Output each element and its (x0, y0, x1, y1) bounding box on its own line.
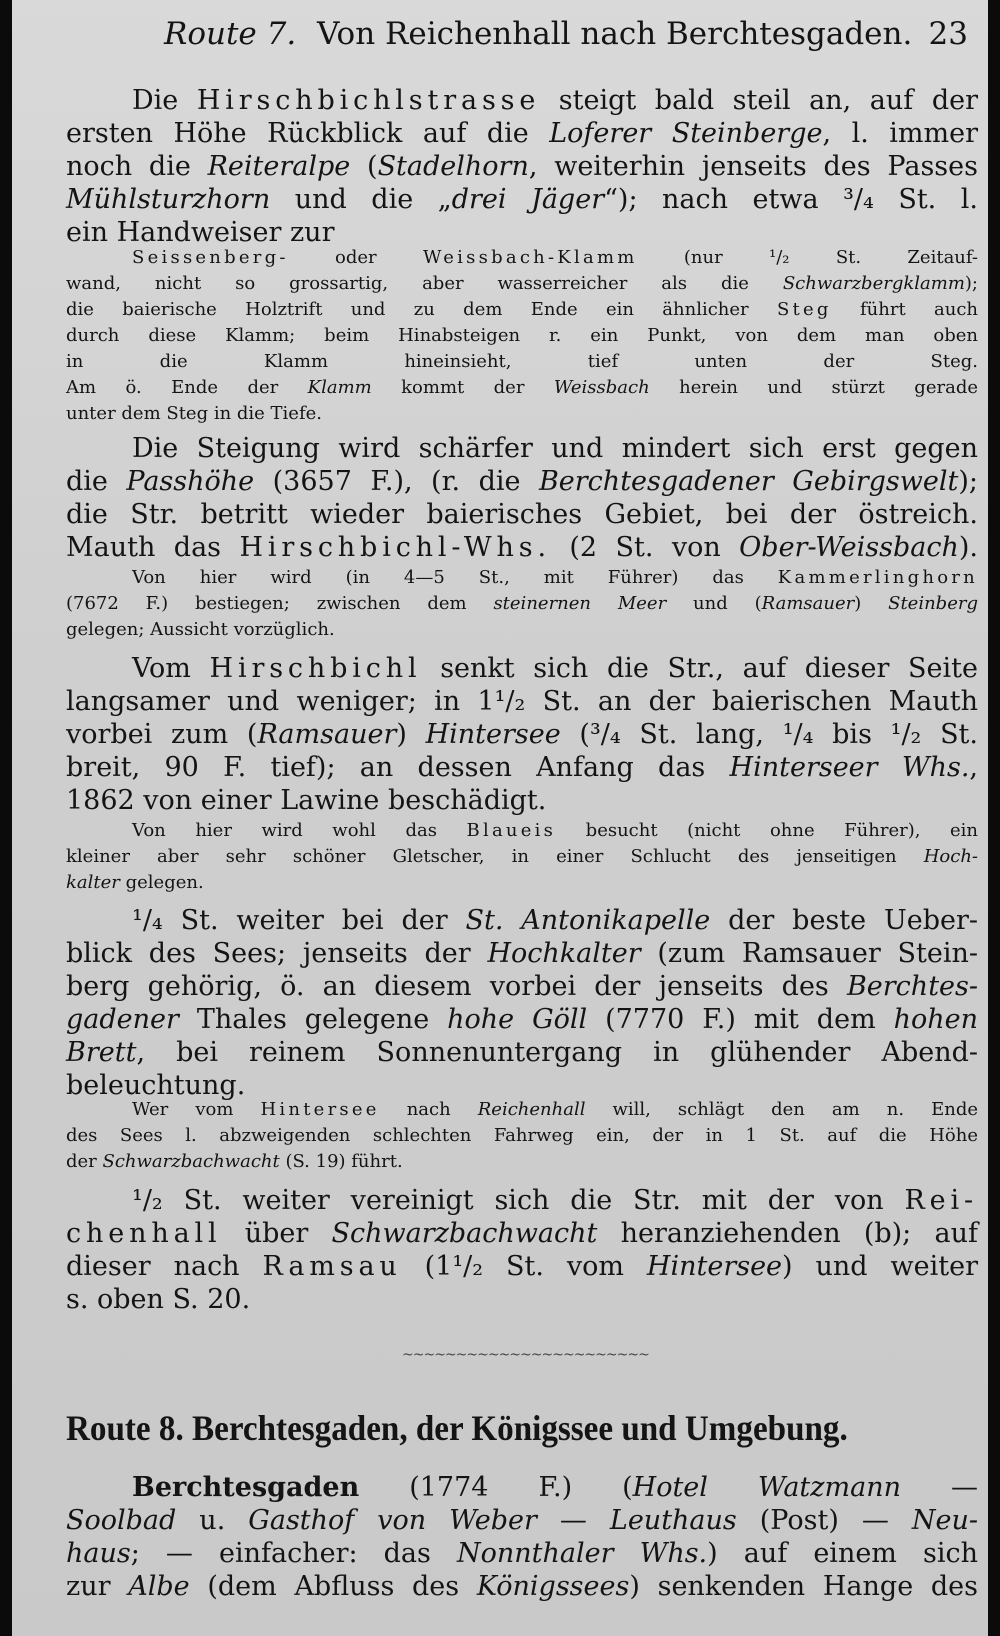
text-run: in die Klamm hineinsieht, tief unten der Steg. (66, 351, 978, 372)
italic-run: Hinterseer Whs. (729, 752, 970, 783)
text-run: (S. 19) führt. (279, 1151, 403, 1172)
text-line (66, 1470, 978, 1505)
text-run: Wer vom (132, 1099, 261, 1120)
italic-run: haus (66, 1538, 131, 1569)
text-line (66, 182, 978, 217)
italic-run: Schwarzbachwacht (102, 1151, 280, 1172)
italic-run: Ober-Weissbach (739, 532, 959, 563)
text-line (66, 870, 978, 896)
text-run: (dem Abfluss des (189, 1571, 477, 1602)
text-run: (3657 F.), (r. die (254, 466, 539, 497)
spaced-run: Hintersee (260, 1099, 380, 1120)
italic-run: drei Jäger (451, 184, 605, 215)
text-run: die (66, 466, 127, 497)
italic-run: Hotel Watzmann (632, 1472, 901, 1503)
text-run: des Sees l. abzweigenden schlechten Fahrweg ein, der in 1 St. auf die Höhe (66, 1125, 978, 1146)
italic-run: Gasthof von Weber (248, 1505, 537, 1536)
text-line (66, 783, 978, 818)
italic-run: Leuthaus (609, 1505, 737, 1536)
text-run: (1¹/₂ St. vom (401, 1251, 647, 1282)
text-run: ; — einfacher: das (130, 1538, 457, 1569)
italic-run: Weissbach (553, 377, 650, 398)
text-run: heranziehenden (b); auf (597, 1218, 978, 1249)
text-run: noch die (66, 151, 208, 182)
text-run: , bei reinem Sonnenuntergang in glühender Abend- (136, 1037, 978, 1068)
text-run: Mauth das (66, 532, 240, 563)
italic-run: Hintersee (425, 719, 561, 750)
text-run: Die (132, 85, 197, 116)
book-page (12, 0, 988, 1636)
text-run: ). (958, 532, 978, 563)
italic-run: Mühlsturzhorn (66, 184, 271, 215)
text-run: ein Handweiser zur (66, 217, 335, 248)
text-line (66, 271, 978, 297)
text-run: (nur ¹/₂ St. Zeitauf- (637, 247, 979, 268)
text-line (66, 401, 978, 427)
spaced-run: chenhall (66, 1218, 222, 1249)
text-run: zur (66, 1571, 129, 1602)
text-line (66, 818, 978, 844)
italic-run: Hoch- (923, 846, 978, 867)
spaced-run: Steg (776, 299, 832, 320)
text-run: langsamer und weniger; in 1¹/₂ St. an der baierischen Mauth (66, 686, 978, 717)
text-run: herein und stürzt gerade (649, 377, 978, 398)
text-run: kleiner aber sehr schöner Gletscher, in einer Schlucht des jenseitigen (66, 846, 924, 867)
italic-run: Steinberg (888, 593, 978, 614)
text-run: ) (396, 719, 426, 750)
italic-run: Brett (66, 1037, 137, 1068)
italic-run: kalter (66, 872, 120, 893)
running-head-route: Route 7. (164, 16, 297, 52)
italic-run: Hintersee (646, 1251, 783, 1282)
italic-run: Klamm (307, 377, 372, 398)
text-run: ) auf einem sich (707, 1538, 978, 1569)
italic-run: Stadelhorn (377, 151, 529, 182)
text-run: durch diese Klamm; beim Hinabsteigen r. ein Punkt, von dem man oben (66, 325, 978, 346)
text-run: (Post) — (736, 1505, 912, 1536)
text-line (66, 464, 978, 499)
text-line (66, 1503, 978, 1538)
text-run: u. (176, 1505, 249, 1536)
text-run: 1862 von einer Lawine beschädigt. (66, 785, 547, 816)
spaced-run: Weissbach-Klamm (422, 247, 638, 268)
text-line (66, 431, 978, 466)
text-line (66, 1282, 978, 1317)
italic-run: Albe (128, 1571, 190, 1602)
text-run: vorbei zum ( (66, 719, 258, 750)
text-run: ( (350, 151, 378, 182)
text-line (66, 903, 978, 938)
text-run: wand, nicht so grossartig, aber wasserreicher als die (66, 273, 783, 294)
text-line (66, 349, 978, 375)
italic-run: Schwarzbachwacht (331, 1218, 598, 1249)
spaced-run: Blaueis (466, 820, 557, 841)
text-line (66, 530, 978, 565)
text-run: beleuchtung. (66, 1070, 246, 1101)
text-run: ¹/₄ St. weiter bei der (132, 905, 466, 936)
route-8-heading: Route 8. Berchtesgaden, der Königssee und Umgebung. (66, 1408, 848, 1448)
text-run: breit, 90 F. tief); an dessen Anfang das (66, 752, 730, 783)
italic-run: gadener (66, 1004, 179, 1035)
text-run: ); (964, 273, 978, 294)
italic-run: Reichenhall (477, 1099, 586, 1120)
italic-run: Königssees (476, 1571, 630, 1602)
text-line (66, 323, 978, 349)
text-run: (1774 F.) ( (359, 1472, 633, 1503)
spaced-run: Ramsau (262, 1251, 402, 1282)
text-run: steigt bald steil an, auf der (540, 85, 979, 116)
text-run: — (536, 1505, 610, 1536)
text-run: will, schlägt den am n. Ende (585, 1099, 978, 1120)
text-line (66, 750, 978, 785)
text-run: , l. immer (822, 118, 979, 149)
italic-run: St. Antonikapelle (465, 905, 711, 936)
text-run: führt auch (831, 299, 978, 320)
text-line (66, 116, 978, 151)
spaced-run: Kammerlinghorn (777, 567, 978, 588)
text-line (66, 1249, 978, 1284)
text-run: und die „ (270, 184, 452, 215)
italic-run: Ramsauer (257, 719, 397, 750)
text-line (66, 844, 978, 870)
text-line (66, 651, 978, 686)
running-head (12, 14, 988, 54)
text-run: Vom (132, 653, 210, 684)
text-line (66, 717, 978, 752)
text-line (66, 1149, 978, 1175)
text-line (66, 497, 978, 532)
section-divider: ~~~~~~~~~~~~~~~~~~~~~~~ (402, 1347, 649, 1363)
italic-run: hohen (893, 1004, 978, 1035)
bold-run: Berchtesgaden (132, 1472, 360, 1503)
spaced-run: Seissenberg- (132, 247, 289, 268)
text-run: (³/₄ St. lang, ¹/₄ bis ¹/₂ St. (560, 719, 978, 750)
text-line (66, 1097, 978, 1123)
text-run: besucht (nicht ohne Führer), ein (556, 820, 978, 841)
text-run: (zum Ramsauer Stein- (640, 938, 978, 969)
text-run: senkt sich die Str., auf dieser Seite (421, 653, 978, 684)
italic-run: Reiteralpe (207, 151, 351, 182)
text-run: ); (958, 466, 978, 497)
text-line (66, 684, 978, 719)
italic-run: Berchtesgadener Gebirgswelt (538, 466, 959, 497)
text-run: blick des Sees; jenseits der (66, 938, 488, 969)
text-line (66, 591, 978, 617)
italic-run: Passhöhe (126, 466, 255, 497)
spaced-run: Hirschbichlstrasse (196, 85, 541, 116)
text-run: — (900, 1472, 978, 1503)
text-line (66, 969, 978, 1004)
text-run: kommt der (371, 377, 554, 398)
text-run: s. oben S. 20. (66, 1284, 251, 1315)
text-run: (7770 F.) mit dem (587, 1004, 894, 1035)
text-run: die baierische Holztrift und zu dem Ende ein ähnlicher (66, 299, 777, 320)
text-run: berg gehörig, ö. an diesem vorbei der jenseits des (66, 971, 847, 1002)
text-run: (7672 F.) bestiegen; zwischen dem (66, 593, 494, 614)
text-run: über (221, 1218, 332, 1249)
text-run: dieser nach (66, 1251, 263, 1282)
page-number: 23 (928, 16, 968, 52)
text-run: und ( (666, 593, 762, 614)
italic-run: Hochkalter (487, 938, 641, 969)
italic-run: Neu- (911, 1505, 978, 1536)
italic-run: Loferer Steinberge (549, 118, 823, 149)
spaced-run: Hirschbichl-Whs. (239, 532, 551, 563)
text-line (66, 83, 978, 118)
text-line (66, 565, 978, 591)
text-line (66, 1183, 978, 1218)
text-line (66, 1002, 978, 1037)
italic-run: Berchtes- (846, 971, 978, 1002)
text-run: ersten Höhe Rückblick auf die (66, 118, 550, 149)
text-run: , weiterhin jenseits des Passes (528, 151, 978, 182)
text-run: der beste Ueber- (710, 905, 978, 936)
spaced-run: Rei- (904, 1185, 978, 1216)
text-run: die Str. betritt wieder baierisches Gebiet, bei der östreich. (66, 499, 978, 530)
text-run: , (969, 752, 978, 783)
text-line (66, 936, 978, 971)
text-line (66, 245, 978, 271)
text-run: unter dem Steg in die Tiefe. (66, 403, 322, 424)
text-line (66, 297, 978, 323)
italic-run: Schwarzbergklamm (782, 273, 965, 294)
text-line (66, 1216, 978, 1251)
text-run: gelegen. (119, 872, 204, 893)
italic-run: Nonnthaler Whs. (456, 1538, 708, 1569)
text-run: Am ö. Ende der (66, 377, 308, 398)
text-run: nach (379, 1099, 478, 1120)
spaced-run: Hirschbichl (209, 653, 422, 684)
text-line (66, 1035, 978, 1070)
text-run: oder (288, 247, 423, 268)
running-head-title: Von Reichenhall nach Berchtesgaden. (317, 16, 913, 52)
text-run: Die Steigung wird schärfer und mindert sich erst gegen (132, 433, 978, 464)
text-run: ) (854, 593, 889, 614)
text-line (66, 1536, 978, 1571)
text-run: Thales gelegene (178, 1004, 448, 1035)
text-run: der (66, 1151, 103, 1172)
text-line (66, 375, 978, 401)
text-run: (2 St. von (550, 532, 740, 563)
italic-run: Ramsauer (761, 593, 855, 614)
text-run: Von hier wird (in 4—5 St., mit Führer) das (132, 567, 778, 588)
italic-run: steinernen Meer (493, 593, 667, 614)
text-run: Von hier wird wohl das (132, 820, 467, 841)
text-run: ¹/₂ St. weiter vereinigt sich die Str. mit der von (132, 1185, 905, 1216)
text-line (66, 1569, 978, 1604)
italic-run: hohe Göll (447, 1004, 588, 1035)
text-run: ) und weiter (782, 1251, 978, 1282)
text-run: “); nach etwa ³/₄ St. l. (604, 184, 978, 215)
text-line (66, 617, 978, 643)
italic-run: Soolbad (66, 1505, 177, 1536)
text-run: gelegen; Aussicht vorzüglich. (66, 619, 335, 640)
text-run: ) senkenden Hange des (629, 1571, 978, 1602)
text-line (66, 1123, 978, 1149)
text-line (66, 149, 978, 184)
